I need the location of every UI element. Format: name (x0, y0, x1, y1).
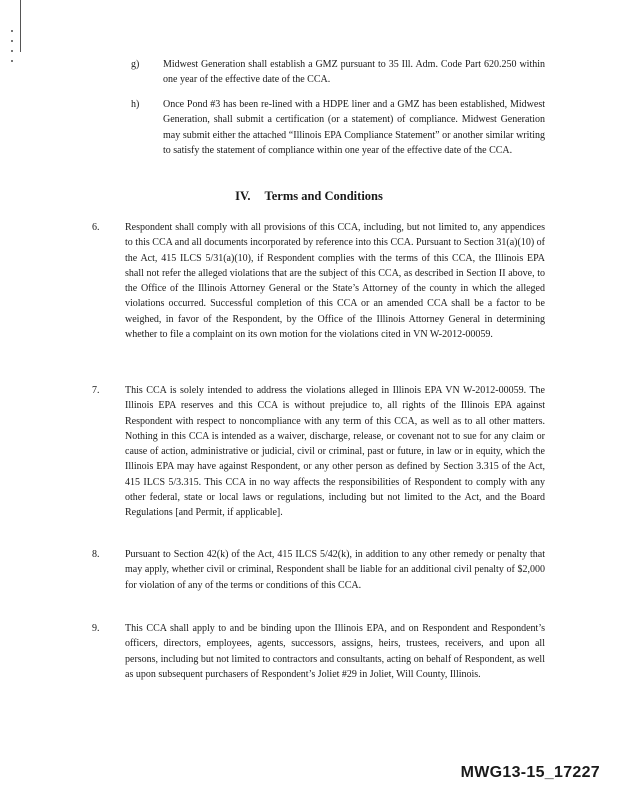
paragraph-8-text: Pursuant to Section 42(k) of the Act, 415 ILCS 5/42(k), in addition to any other remedy or penalty that may apply, whether civil or criminal, Respondent shall be liable for an additional civil penalty of $2,000 for violation of any of the terms or conditions of this CCA. (125, 549, 545, 591)
subitem-h-label: h) (131, 99, 140, 110)
section-heading (0, 189, 618, 204)
paragraph-9-text: This CCA shall apply to and be binding upon the Illinois EPA, and on Respondent and Respondent’s officers, directors, employees, agents, successors, assigns, heirs, trustees, receivers, and upon all persons, including but not limited to contractors and consultants, acting on behalf of Respondent, as well as upon subsequent purchasers of Respondent’s Joliet #29 in Joliet, Will County, Illinois. (125, 623, 545, 680)
paragraph-9-number: 9. (92, 623, 100, 634)
paragraph-7-number: 7. (92, 385, 100, 396)
section-title: Terms and Conditions (264, 189, 383, 203)
scan-margin-dots (11, 30, 15, 62)
paragraph-7-text: This CCA is solely intended to address the violations alleged in Illinois EPA VN W-2012-00059. The Illinois EPA reserves and this CCA is without prejudice to, all rights of the Illinois EPA against Respondent with respect to noncompliance with any term of this CCA, as well as to all other matters. Nothing in this CCA is intended as a waiver, discharge, release, or covenant not to sue for any claim or cause of action, administrative or judicial, civil or criminal, past or future, in law or in equity, which the Illinois EPA may have against Respondent, or any other person as defined by Section 3.315 of the Act, 415 ILCS 5/3.315. This CCA in no way affects the responsibilities of Respondent to comply with any other federal, state or local laws or regulations, including but not limited to the Act, and the Board Regulations [and Permit, if applicable]. (125, 385, 545, 519)
paragraph-6-text: Respondent shall comply with all provisions of this CCA, including, but not limited to, any appendices to this CCA and all documents incorporated by reference into this CCA. Pursuant to Section 31(a)(10) of the Act, 415 ILCS 5/31(a)(10), if Respondent complies with the terms of this CCA, the Illinois EPA shall not refer the alleged violations that are the subject of this CCA, as described in Section II above, to the Office of the Illinois Attorney General or the State’s Attorney of the county in which the alleged violations occurred. Successful completion of this CCA or an amended CCA shall be a factor to be weighed, in favor of the Respondent, by the Office of the Illinois Attorney General in determining whether to file a complaint on its own motion for the violations cited in VN W-2012-00059. (125, 222, 545, 341)
subitem-h-text: Once Pond #3 has been re-lined with a HDPE liner and a GMZ has been established, Midwest Generation, shall submit a certification (or a statement) of compliance. Midwest Generation may submit either the attached “Illinois EPA Compliance Statement” or another similar writing to satisfy the statement of compliance within one year of the effective date of the CCA. (163, 99, 545, 156)
paragraph-8-number: 8. (92, 549, 100, 560)
subitem-g-label: g) (131, 59, 140, 70)
paragraph-6-number: 6. (92, 222, 100, 233)
subitem-g-text: Midwest Generation shall establish a GMZ pursuant to 35 Ill. Adm. Code Part 620.250 within one year of the effective date of the CCA. (163, 59, 545, 86)
section-number: IV. (235, 189, 251, 203)
bates-number: MWG13-15_17227 (460, 764, 600, 781)
scan-margin-line (20, 0, 21, 52)
